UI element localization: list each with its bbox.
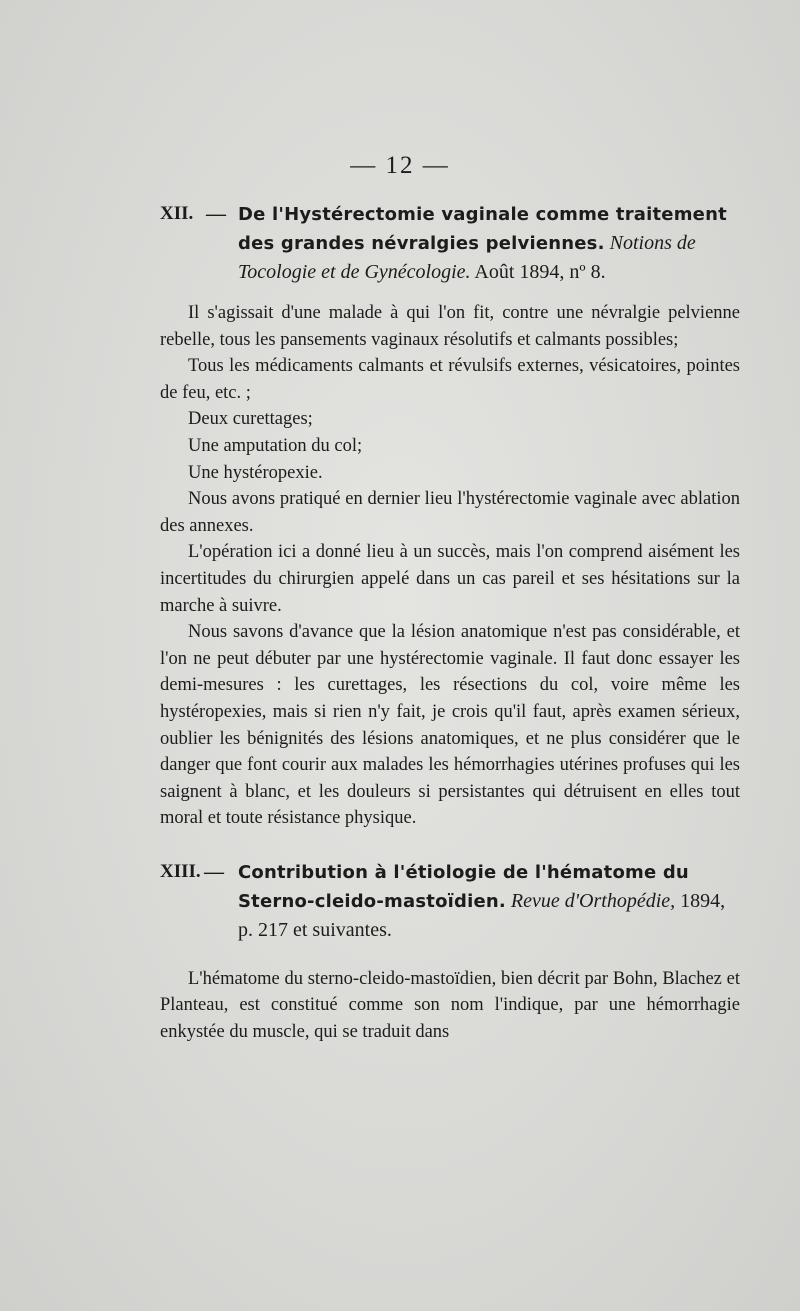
section-source: Notions de Tocologie et de Gynécologie. — [238, 232, 696, 283]
page-content — [160, 200, 740, 1046]
section-source-detail: Août 1894, nº 8. — [470, 261, 606, 283]
paragraph: Tous les médicaments calmants et révulsifs externes, vésicatoires, pointes de feu, etc. ; — [160, 356, 740, 403]
section-numeral: XIII. — [160, 860, 201, 882]
paragraph: Nous savons d'avance que la lésion anatomique n'est pas considérable, et l'on ne peut débuter par une hystérectomie vaginale. Il faut donc essayer les demi-mesures : les curettages, les résections du col, voire même les hystéropexies, mais si rien n'y fait, je crois qu'il faut, après examen sérieux, oublier les bénignités des lésions anatomiques, et ne plus considérer que le danger que font courir aux malades les hémorrhagies utérines profuses qui les saignent à blanc, et les douleurs si persistantes qui détruisent en elles tout moral et toute résistance physique. — [160, 622, 740, 829]
section-xiii-body — [160, 966, 740, 1046]
paragraph: L'opération ici a donné lieu à un succès, mais l'on comprend aisément les incertitudes du chirurgien appelé dans un cas pareil et ses hésitations sur la marche à suivre. — [160, 542, 740, 616]
section-title: De l'Hystérectomie vaginale comme traitement des grandes névralgies pelviennes. — [238, 204, 727, 254]
page-number: — 12 — — [350, 152, 450, 179]
section-title: Contribution à l'étiologie de l'hématome du Sterno-cleido-mastoïdien. — [238, 861, 689, 912]
section-source: Revue d'Orthopédie, — [510, 889, 676, 912]
paragraph: Nous avons pratiqué en dernier lieu l'hystérectomie vaginale avec ablation des annexes. — [160, 489, 740, 536]
section-source-detail: 1894, p. 217 et suivantes. — [238, 889, 726, 941]
section-heading-xii — [160, 200, 740, 286]
paragraph: L'hématome du sterno-cleido-mastoïdien, bien décrit par Bohn, Blachez et Planteau, est constitué comme son nom l'indique, par une hémorrhagie enkystée du muscle, qui se traduit dans — [160, 968, 740, 1043]
paragraph: Une hystéropexie. — [188, 462, 323, 483]
section-numeral: XII. — [160, 203, 194, 224]
section-dash: — — [204, 860, 224, 883]
section-heading-xiii — [160, 858, 740, 944]
paragraph: Une amputation du col; — [188, 435, 363, 456]
paragraph: Deux curettages; — [188, 409, 313, 430]
section-xii-body — [160, 300, 740, 832]
paragraph: Il s'agissait d'une malade à qui l'on fit, contre une névralgie pelvienne rebelle, tous les pansements vaginaux résolutifs et calmants possibles; — [160, 303, 740, 350]
section-dash: — — [206, 203, 226, 225]
